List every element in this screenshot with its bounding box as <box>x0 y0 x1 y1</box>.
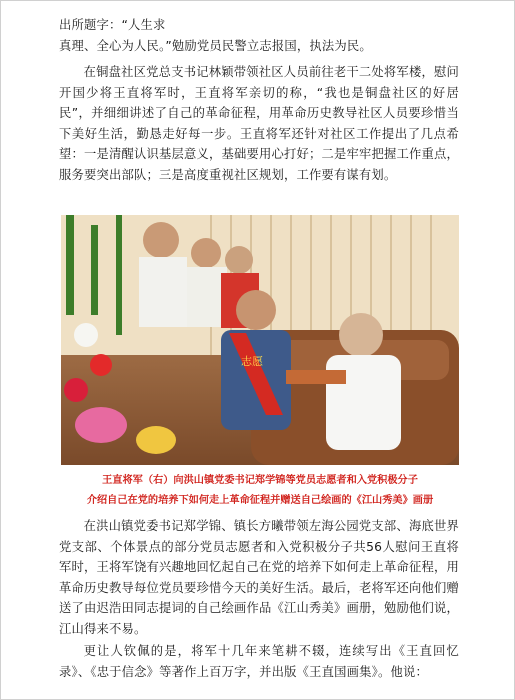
photo-caption-line-2: 介绍自己在党的培养下如何走上革命征程并赠送自己绘画的《江山秀美》画册 <box>86 494 434 506</box>
paragraph-2: 在洪山镇党委书记郑学锦、镇长方曦带领左海公园党支部、海底世界党支部、个体景点的部分党员志愿者和入党积极分子共56人慰问王直将军时，王将军饶有兴趣地回忆起自己在党的培养下如何走上革命征程，用革命历史教导每位党员要珍惜今天的美好生活。最后，老将军还向他们赠送了由迟浩田同志提词的自己绘画作品《江山秀美》画册，勉励他们说，江山得来不易。 <box>59 519 459 636</box>
text-line: 真理、全心为人民。”勉励党员民警立志报国，执法为民。 <box>59 39 372 53</box>
paragraph-1: 在铜盘社区党总支书记林颖带领社区人员前往老干二处将军楼，慰问开国少将王直将军时，王直将军亲切的称，“我也是铜盘社区的好居民”，并细细讲述了自己的革命征程，用革命历史教导社区人员要珍惜当下美好生活，勤恳走好每一步。王直将军还针对社区工作提出了几点希望：一是清醒认识基层意义，基础要用心打好；二是牢牢把握工作重点，服务要突出部队；三是高度重视社区规划，工作要有谋有划。 <box>59 65 459 182</box>
photo-general-with-volunteers <box>61 215 459 465</box>
paragraph-3: 更让人钦佩的是，将军十几年来笔耕不辍，连续写出《王直回忆录》、《忠于信念》等著作上百万字，并出版《王直国画集》。他说： <box>59 644 459 679</box>
text-line: 出所题字：“人生求 <box>59 18 166 32</box>
photo-caption-line-1: 王直将军（右）向洪山镇党委书记郑学锦等党员志愿者和入党积极分子 <box>102 474 418 486</box>
photo-illustration <box>61 215 459 465</box>
sash-text: 志愿 <box>241 355 263 368</box>
